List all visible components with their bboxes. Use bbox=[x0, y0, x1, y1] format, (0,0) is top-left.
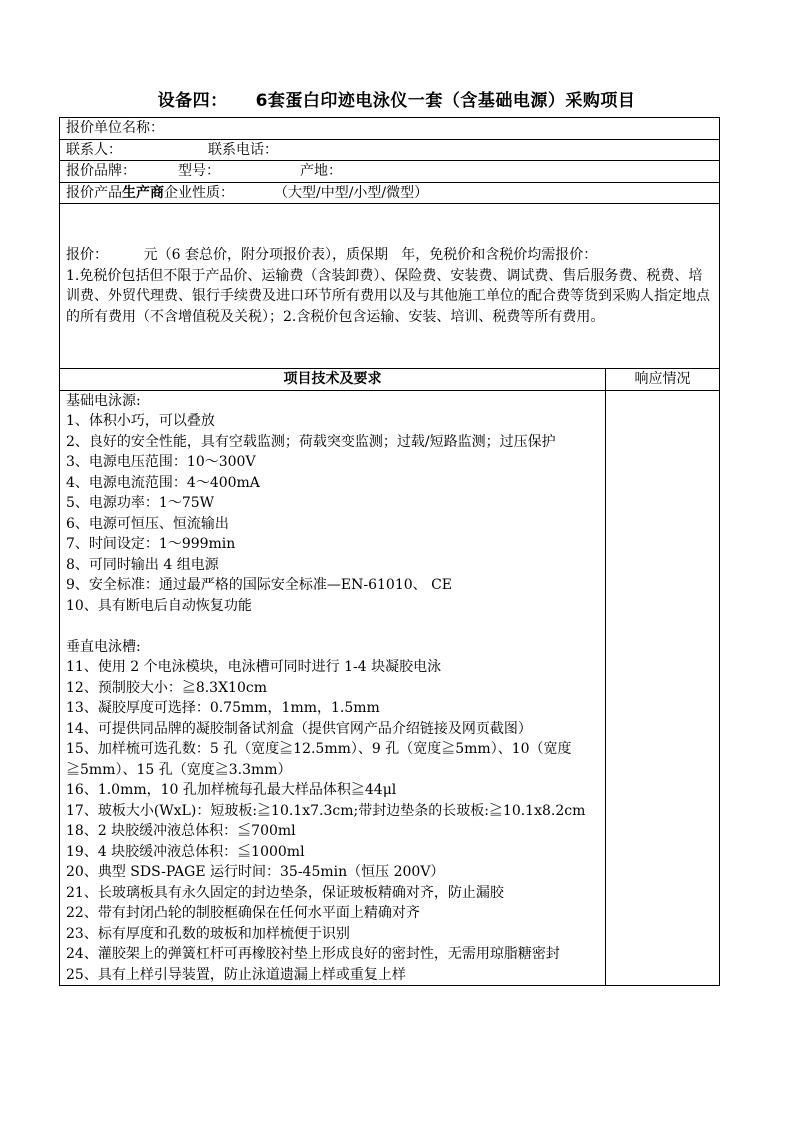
row-contact bbox=[60, 139, 720, 161]
list-item: 12、预制胶大小：≧8.3X10cm bbox=[66, 679, 267, 696]
list-item: 19、4 块胶缓冲液总体积：≦1000ml bbox=[66, 843, 305, 860]
list-item: 21、长玻璃板具有永久固定的封边垫条，保证玻板精确对齐，防止漏胶 bbox=[66, 884, 504, 901]
list-item: 16、1.0mm，10 孔加样梳每孔最大样品体积≧44μl bbox=[66, 782, 397, 798]
tank-section-title: 垂直电泳槽: bbox=[66, 638, 141, 655]
power-section-title: 基础电泳源: bbox=[66, 392, 141, 409]
price-note: 1.免税价包括但不限于产品价、运输费（含装卸费）、保险费、安装费、调试费、售后服务费、税费、培训费、外贸代理费、银行手续费及进口环节所有费用以及与其他施工单位的配合费等货到采购人指定地点的所有费用（不含增值税及关税）；2.含税价包含运输、安装、培训、税费等所有费用。 bbox=[66, 267, 710, 325]
list-item: 2、良好的安全性能，具有空载监测；荷载突变监测；过载/短路监测；过压保护 bbox=[66, 433, 556, 450]
list-item: 18、2 块胶缓冲液总体积：≦700ml bbox=[66, 823, 296, 839]
procurement-table bbox=[59, 117, 720, 986]
page-title bbox=[0, 86, 793, 111]
requirements-header: 项目技术及要求 bbox=[60, 369, 606, 391]
list-item: 9、安全标准：通过最严格的国际安全标准—EN-61010、 CE bbox=[66, 577, 453, 593]
list-item: 14、可提供同品牌的凝胶制备试剂盒（提供官网产品介绍链接及网页截图） bbox=[66, 720, 532, 737]
manufacturer-bold: 生产商 bbox=[122, 184, 164, 201]
contact-person-label: 联系人： bbox=[66, 141, 122, 158]
manufacturer-prefix: 报价产品 bbox=[66, 184, 122, 201]
model-label: 型号： bbox=[178, 163, 220, 179]
list-item: 17、玻板大小(WxL)：短玻板:≧10.1x7.3cm;带封边垫条的长玻板:≧10.1x8.2cm bbox=[66, 802, 586, 819]
origin-label: 产地： bbox=[300, 163, 342, 179]
blank-line bbox=[66, 616, 601, 637]
row-quote-unit bbox=[60, 118, 720, 140]
title-name: 6套蛋白印迹电泳仪一套（含基础电源）采购项目 bbox=[255, 91, 636, 111]
requirements-cell bbox=[60, 390, 606, 986]
list-item: 23、标有厚度和孔数的玻板和加样梳便于识别 bbox=[66, 925, 350, 942]
list-item: 1、体积小巧，可以叠放 bbox=[66, 413, 215, 429]
manufacturer-suffix: 企业性质： bbox=[164, 184, 234, 201]
list-item: 10、具有断电后自动恢复功能 bbox=[66, 597, 252, 614]
row-price bbox=[60, 204, 720, 369]
title-prefix: 设备四： bbox=[157, 91, 228, 111]
brand-label: 报价品牌： bbox=[66, 163, 136, 179]
contact-phone-label: 联系电话： bbox=[208, 141, 278, 158]
list-item: 5、电源功率：1～75W bbox=[66, 495, 215, 511]
manufacturer-options: （大型/中型/小型/微型） bbox=[274, 184, 429, 201]
list-item: 15、加样梳可选孔数：5 孔（宽度≧12.5mm）、9 孔（宽度≧5mm）、10（宽度≧5mm）、15 孔（宽度≧3.3mm） bbox=[66, 741, 572, 778]
list-item: 4、电源电流范围：4～400mA bbox=[66, 474, 260, 491]
list-item: 8、可同时输出 4 组电源 bbox=[66, 556, 219, 573]
response-cell[interactable] bbox=[606, 390, 720, 986]
list-item: 13、凝胶厚度可选择：0.75mm，1mm，1.5mm bbox=[66, 700, 380, 716]
list-item: 6、电源可恒压、恒流输出 bbox=[66, 515, 229, 532]
list-item: 11、使用 2 个电泳模块，电泳槽可同时进行 1-4 块凝胶电泳 bbox=[66, 659, 442, 675]
row-brand bbox=[60, 161, 720, 183]
requirements-row bbox=[60, 390, 720, 986]
table-header-row bbox=[60, 369, 720, 391]
list-item: 3、电源电压范围：10～300V bbox=[66, 454, 256, 470]
price-line: 报价： 元（6 套总价，附分项报价表），质保期 年，免税价和含税价均需报价： bbox=[66, 247, 598, 263]
response-header: 响应情况 bbox=[606, 369, 720, 391]
list-item: 22、带有封闭凸轮的制胶框确保在任何水平面上精确对齐 bbox=[66, 905, 420, 921]
list-item: 24、灌胶架上的弹簧杠杆可再橡胶衬垫上形成良好的密封性，无需用琼脂糖密封 bbox=[66, 946, 560, 962]
row-manufacturer bbox=[60, 182, 720, 204]
list-item: 25、具有上样引导装置，防止泳道遗漏上样或重复上样 bbox=[66, 966, 406, 983]
list-item: 7、时间设定：1～999min bbox=[66, 536, 236, 552]
list-item: 20、典型 SDS-PAGE 运行时间：35-45min（恒压 200V） bbox=[66, 864, 445, 880]
quote-unit-label: 报价单位名称： bbox=[60, 118, 720, 140]
